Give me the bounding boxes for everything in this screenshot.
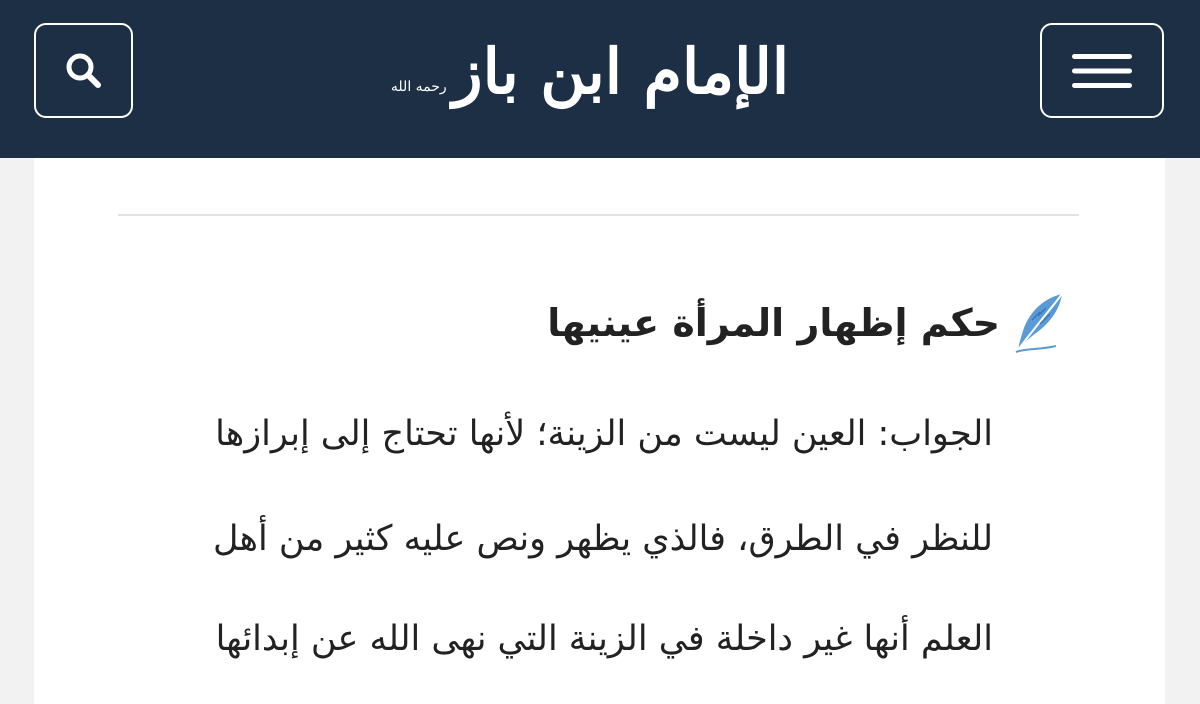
- search-icon: [62, 49, 106, 93]
- article-card: [34, 158, 1165, 704]
- answer-line: العلم أنها غير داخلة في الزينة التي نهى الله عن إبدائها: [215, 619, 993, 659]
- article-header: [118, 290, 1068, 356]
- hamburger-menu-icon: [1070, 49, 1134, 93]
- logo-text: الإمام ابن باز: [452, 35, 790, 108]
- article-title: حكم إظهار المرأة عينيها: [547, 301, 1000, 345]
- feather-quill-icon: [1010, 290, 1068, 356]
- divider: [118, 214, 1079, 216]
- logo-blessing: رحمه الله: [390, 78, 447, 95]
- menu-button[interactable]: [1040, 23, 1164, 118]
- search-button[interactable]: [34, 23, 133, 118]
- answer-line: للنظر في الطرق، فالذي يظهر ونص عليه كثير من أهل: [213, 519, 993, 559]
- answer-line: الجواب: العين ليست من الزينة؛ لأنها تحتاج إلى إبرازها: [215, 414, 993, 454]
- site-logo[interactable]: [390, 14, 790, 129]
- site-header: [0, 0, 1200, 158]
